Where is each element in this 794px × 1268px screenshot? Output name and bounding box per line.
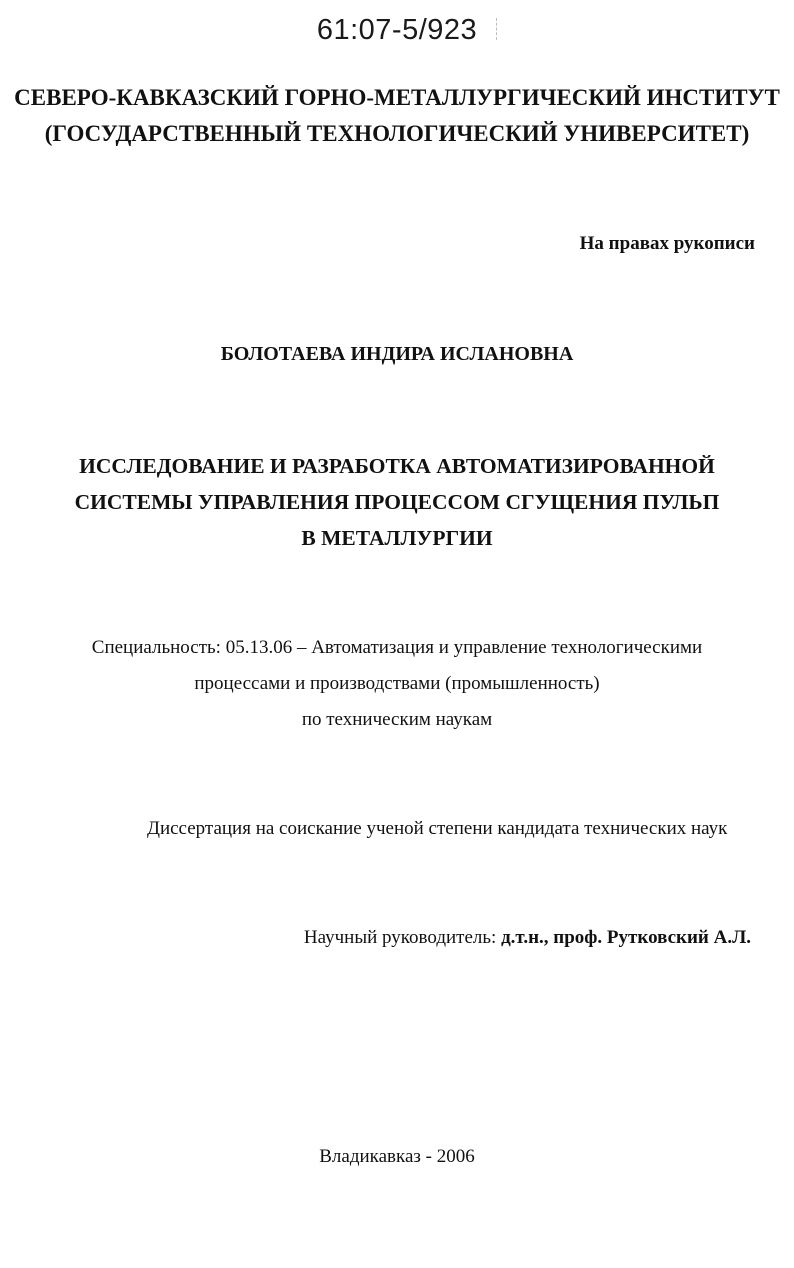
institute-name xyxy=(0,80,794,152)
manuscript-note: На правах рукописи xyxy=(579,233,755,254)
supervisor-line xyxy=(0,927,751,949)
title-line-2: СИСТЕМЫ УПРАВЛЕНИЯ ПРОЦЕССОМ СГУЩЕНИЯ ПУЛЬП xyxy=(74,490,720,514)
city-year: Владикавказ - 2006 xyxy=(319,1146,475,1167)
specialty-line-1: Специальность: 05.13.06 – Автоматизация и управление технологическими xyxy=(91,637,703,658)
scan-mark xyxy=(496,18,498,40)
specialty-line-2: процессами и производствами (промышленность) xyxy=(194,673,600,694)
dissertation-title xyxy=(0,448,794,556)
archive-stamp: 61:07-5/923 xyxy=(316,14,478,46)
title-line-3: В МЕТАЛЛУРГИИ xyxy=(301,526,493,550)
specialty-line-3: по техническим наукам xyxy=(301,709,493,730)
institute-line-2: (ГОСУДАРСТВЕННЫЙ ТЕХНОЛОГИЧЕСКИЙ УНИВЕРСИТЕТ) xyxy=(44,121,750,146)
specialty-block xyxy=(0,630,794,738)
institute-line-1: СЕВЕРО-КАВКАЗСКИЙ ГОРНО-МЕТАЛЛУРГИЧЕСКИЙ ИНСТИТУТ xyxy=(14,85,780,110)
supervisor-name: д.т.н., проф. Рутковский А.Л. xyxy=(501,927,751,948)
degree-statement: Диссертация на соискание ученой степени кандидата технических наук xyxy=(147,818,728,839)
title-line-1: ИССЛЕДОВАНИЕ И РАЗРАБОТКА АВТОМАТИЗИРОВАННОЙ xyxy=(79,454,715,478)
author-name: БОЛОТАЕВА ИНДИРА ИСЛАНОВНА xyxy=(220,343,574,365)
supervisor-label: Научный руководитель: xyxy=(303,927,502,948)
